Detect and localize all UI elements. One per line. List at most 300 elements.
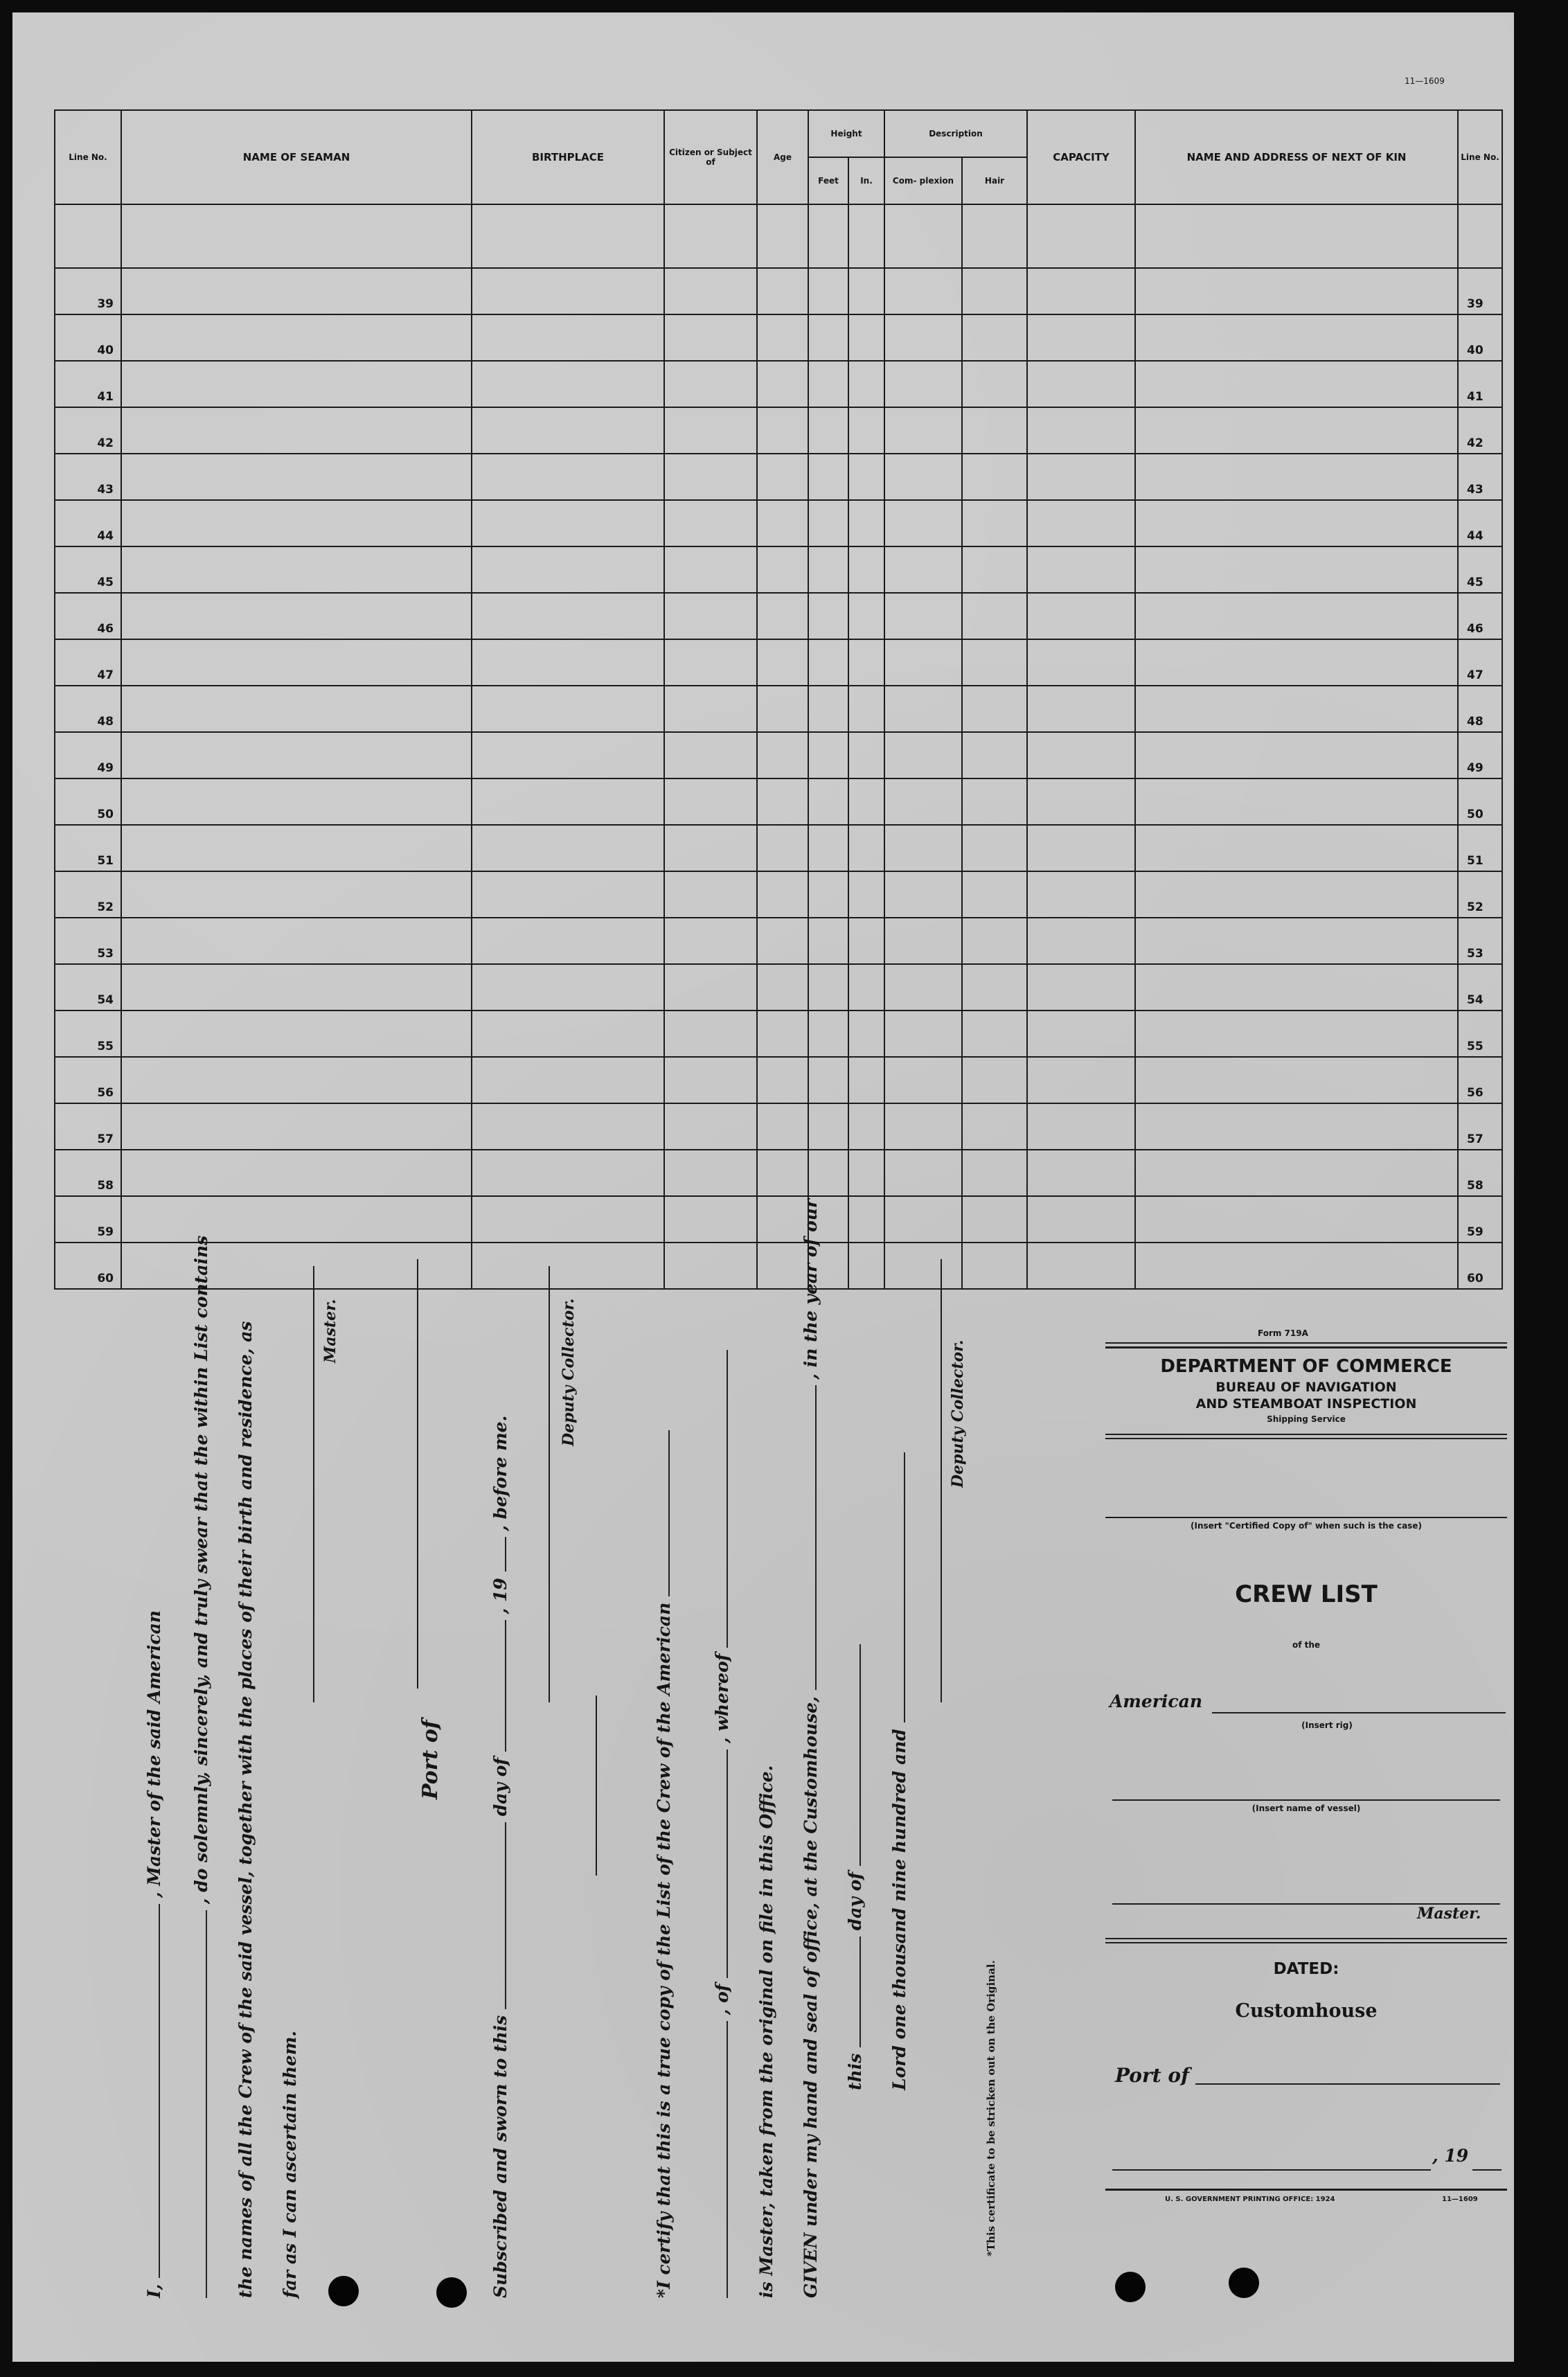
table-row [55,314,1502,361]
blank-cell [1135,871,1458,918]
blank-cell [472,593,664,639]
cover-master: Master. [1417,1905,1481,1923]
blank-cell [664,361,757,407]
line-number-right: 50 [1458,778,1502,825]
table-row [55,1103,1502,1150]
blank-cell [1135,1196,1458,1243]
oath-day-of: day of [490,1757,510,1817]
blank-cell [962,871,1027,918]
blank-cell [757,546,808,593]
header-name-of-seaman: NAME OF SEAMAN [121,110,472,204]
blank-cell [1027,1243,1135,1289]
blank-cell [1135,1011,1458,1057]
punch-hole [328,2276,359,2306]
header-line-no-right: Line No. [1458,110,1502,204]
blank-cell [121,686,472,732]
blank-cell [1027,407,1135,454]
blank-cell [472,1057,664,1103]
blank-cell [884,546,962,593]
blank-cell [1135,593,1458,639]
header-feet: Feet [808,157,848,204]
blank-cell [757,1057,808,1103]
table-row [55,268,1502,314]
line-number-right: 60 [1458,1243,1502,1289]
cover-insert-vessel: (Insert name of vessel) [1251,1804,1361,1813]
table-row [55,871,1502,918]
blank-cell [884,778,962,825]
blank-cell [664,454,757,500]
blank-cell [1027,1057,1135,1103]
blank-cell [472,314,664,361]
line-number-right: 40 [1458,314,1502,361]
blank-cell [848,407,884,454]
certificate-day-of: day of [845,1871,865,1931]
blank-cell [884,871,962,918]
line-number-left: 39 [55,268,121,314]
blank-cell [884,314,962,361]
certificate-this: this [845,2053,865,2090]
blank-cell [962,732,1027,778]
line-number-left: 48 [55,686,121,732]
blank-cell [962,268,1027,314]
cover-form-number: Form 719A [1258,1328,1308,1338]
blank-cell [1027,593,1135,639]
certificate-given: GIVEN under my hand and seal of office, at the Customhouse, [801,1696,821,2298]
blank-cell [962,918,1027,964]
oath-subscribed: Subscribed and sworn to this [490,2015,510,2298]
table-row [55,1011,1502,1057]
blank-cell [664,1057,757,1103]
blank-cell [848,454,884,500]
line-number-left: 49 [55,732,121,778]
blank-cell [757,964,808,1011]
blank-cell [664,871,757,918]
header-description: Description [884,110,1027,157]
table-row [55,361,1502,407]
blank-cell [808,546,848,593]
blank-cell [884,1196,962,1243]
line-number-left: 50 [55,778,121,825]
blank-cell [664,639,757,686]
punch-hole [1115,2272,1146,2302]
crew-list-form-sheet [12,12,1514,2362]
line-number-right: 53 [1458,918,1502,964]
blank-cell [1027,732,1135,778]
blank-cell [848,871,884,918]
blank-cell [1135,918,1458,964]
blank-cell [757,918,808,964]
blank-cell [1027,778,1135,825]
blank-cell [1135,825,1458,871]
blank-cell [1135,314,1458,361]
blank-cell [121,546,472,593]
blank-cell [962,778,1027,825]
blank-cell [962,1011,1027,1057]
blank-cell [808,1150,848,1196]
blank-cell [472,407,664,454]
blank-cell [472,871,664,918]
table-row [55,546,1502,593]
blank-cell [1027,1196,1135,1243]
table-row [55,639,1502,686]
blank-cell [664,1243,757,1289]
blank-cell [1027,871,1135,918]
line-number-right: 57 [1458,1103,1502,1150]
blank-cell [757,639,808,686]
line-number-right: 52 [1458,871,1502,918]
blank-cell [472,361,664,407]
table-row [55,825,1502,871]
line-number-left: 59 [55,1196,121,1243]
blank-cell [664,825,757,871]
line-number-left: 53 [55,918,121,964]
blank-cell [472,778,664,825]
line-number-left: 44 [55,500,121,546]
line-number-left: 45 [55,546,121,593]
blank-cell [757,778,808,825]
blank-cell [808,500,848,546]
blank-cell [757,314,808,361]
blank-cell [757,407,808,454]
blank-cell [1135,686,1458,732]
line-number-right: 54 [1458,964,1502,1011]
blank-cell [121,1243,472,1289]
blank-cell [962,639,1027,686]
oath-deputy-collector: Deputy Collector. [560,1298,578,1446]
blank-cell [848,686,884,732]
blank-cell [848,778,884,825]
blank-cell [808,964,848,1011]
blank-cell [757,1011,808,1057]
blank-cell [1135,1243,1458,1289]
table-row [55,918,1502,964]
oath-master-label: Master. [321,1299,339,1363]
cover-form-code: 11—1609 [1442,2196,1478,2203]
blank-cell [121,732,472,778]
cover-of-the: of the [1292,1640,1321,1650]
line-number-right: 51 [1458,825,1502,871]
blank-cell [121,361,472,407]
certificate-deputy-collector: Deputy Collector. [949,1339,967,1488]
line-number-right: 58 [1458,1150,1502,1196]
blank-cell [1027,500,1135,546]
blank-cell [757,825,808,871]
blank-cell [808,593,848,639]
blank-cell [848,593,884,639]
blank-cell [664,500,757,546]
blank-cell [664,918,757,964]
blank-cell [121,871,472,918]
oath-line2: , do solemnly, sincerely, and truly swear that the within List contains [191,1235,211,1905]
blank-cell [472,639,664,686]
line-number-right: 56 [1458,1057,1502,1103]
blank-cell [664,407,757,454]
roster-body [55,204,1502,1289]
blank-cell [664,1103,757,1150]
blank-cell [121,1196,472,1243]
line-number-left: 47 [55,639,121,686]
blank-cell [848,361,884,407]
blank-cell [1027,546,1135,593]
blank-cell [884,639,962,686]
line-number-right: 45 [1458,546,1502,593]
certificate-line5: Lord one thousand nine hundred and [889,1729,909,2090]
blank-cell [884,500,962,546]
blank-cell [848,1103,884,1150]
blank-cell [808,454,848,500]
table-row [55,500,1502,546]
blank-cell [808,871,848,918]
blank-cell [884,1150,962,1196]
blank-cell [1135,778,1458,825]
port-line [417,1259,418,1689]
line-number-left: 60 [55,1243,121,1289]
cover-year: , 19 [1432,2146,1469,2166]
cover-department: DEPARTMENT OF COMMERCE [1160,1356,1452,1377]
table-row [55,407,1502,454]
blank-cell [1027,314,1135,361]
line-number-left: 58 [55,1150,121,1196]
line-number-left: 40 [55,314,121,361]
blank-cell [848,639,884,686]
blank-cell [121,407,472,454]
oath-line4: far as I can ascertain them. [280,2031,300,2298]
blank-cell [757,732,808,778]
blank-cell [884,407,962,454]
line-number-right: 44 [1458,500,1502,546]
blank-cell [664,1150,757,1196]
blank-cell [121,639,472,686]
header-line-no: Line No. [55,110,121,204]
punch-hole [436,2277,467,2308]
blank-cell [808,778,848,825]
blank-cell [121,593,472,639]
blank-cell [848,1150,884,1196]
blank-cell [757,500,808,546]
blank-cell [962,1150,1027,1196]
blank-cell [808,268,848,314]
blank-cell [121,825,472,871]
blank-cell [962,454,1027,500]
header-inches: In. [848,157,884,204]
blank-cell [1027,686,1135,732]
blank-cell [121,1103,472,1150]
blank-cell [757,686,808,732]
line-number-right: 43 [1458,454,1502,500]
blank-cell [121,268,472,314]
blank-cell [848,268,884,314]
header-birthplace: BIRTHPLACE [472,110,664,204]
blank-cell [848,918,884,964]
blank-cell [808,407,848,454]
cover-dated: DATED: [1273,1960,1339,1978]
blank-cell [848,500,884,546]
blank-cell [121,1057,472,1103]
certificate-line1: *I certify that this is a true copy of the List of the Crew of the American [654,1602,674,2298]
blank-cell [962,1196,1027,1243]
blank-cell [962,500,1027,546]
cover-port-of: Port of [1115,2064,1190,2087]
blank-cell [664,964,757,1011]
blank-cell [1027,918,1135,964]
blank-cell [757,268,808,314]
table-row [55,1057,1502,1103]
blank-cell [664,1196,757,1243]
line-number-left: 52 [55,871,121,918]
blank-cell [884,1011,962,1057]
cover-bureau-line2: AND STEAMBOAT INSPECTION [1195,1396,1417,1412]
line-number-left: 43 [55,454,121,500]
blank-cell [808,639,848,686]
blank-cell [884,361,962,407]
blank-cell [472,268,664,314]
certificate-whereof: , whereof [712,1653,732,1743]
blank-cell [1027,1011,1135,1057]
blank-cell [884,732,962,778]
header-height: Height [808,110,884,157]
blank-cell [1135,1057,1458,1103]
blank-cell [884,1243,962,1289]
line-number-right: 48 [1458,686,1502,732]
blank-cell [1135,500,1458,546]
cover-insert-certified-copy: (Insert "Certified Copy of" when such is the case) [1191,1521,1422,1531]
blank-cell [884,964,962,1011]
table-row [55,1243,1502,1289]
line-number-left: 55 [55,1011,121,1057]
cover-bureau-line1: BUREAU OF NAVIGATION [1215,1380,1397,1395]
blank-cell [848,825,884,871]
header-age: Age [757,110,808,204]
oath-port-of: Port of [418,1720,443,1799]
blank-cell [472,500,664,546]
header-hair: Hair [962,157,1027,204]
blank-cell [1135,407,1458,454]
table-row [55,778,1502,825]
master-signature-line [313,1266,314,1702]
blank-cell [664,593,757,639]
deputy-signature-line-1 [549,1266,550,1702]
blank-cell [1135,732,1458,778]
blank-cell [884,825,962,871]
blank-cell [848,1196,884,1243]
blank-cell [472,732,664,778]
blank-cell [664,778,757,825]
blank-cell [848,314,884,361]
blank-cell [472,1243,664,1289]
blank-cell [884,454,962,500]
blank-cell [472,825,664,871]
line-number-left: 42 [55,407,121,454]
form-code-top: 11—1609 [1405,76,1445,86]
blank-cell [472,454,664,500]
table-row [55,1196,1502,1243]
blank-cell [848,1243,884,1289]
blank-cell [1135,361,1458,407]
blank-cell [808,1011,848,1057]
blank-cell [962,593,1027,639]
blank-cell [1027,639,1135,686]
blank-cell [848,732,884,778]
crew-roster-table [54,109,1503,1290]
line-number-right: 49 [1458,732,1502,778]
blank-cell [121,454,472,500]
line-number-left: 46 [55,593,121,639]
blank-cell [757,871,808,918]
short-rule [596,1695,597,1876]
blank-cell [962,686,1027,732]
blank-cell [848,964,884,1011]
blank-cell [1027,964,1135,1011]
blank-cell [121,1150,472,1196]
line-number-left: 51 [55,825,121,871]
blank-cell [1027,1150,1135,1196]
blank-cell [962,407,1027,454]
blank-cell [848,1011,884,1057]
blank-cell [121,918,472,964]
blank-cell [664,268,757,314]
blank-cell [1135,1103,1458,1150]
table-row [55,732,1502,778]
cover-printer-line: U. S. GOVERNMENT PRINTING OFFICE: 1924 [1165,2196,1335,2203]
blank-cell [808,361,848,407]
blank-cell [472,1103,664,1150]
blank-cell [962,1103,1027,1150]
oath-line1-end: , Master of the said American [144,1610,164,1898]
blank-cell [121,500,472,546]
blank-cell [808,1057,848,1103]
blank-cell [664,314,757,361]
blank-cell [121,778,472,825]
punch-hole [1229,2268,1259,2298]
blank-cell [962,825,1027,871]
cover-american: American [1110,1691,1203,1711]
line-number-left: 56 [55,1057,121,1103]
blank-cell [884,918,962,964]
certificate-year-of-our: , in the year of our [801,1198,821,1380]
blank-cell [808,686,848,732]
blank-cell [808,1103,848,1150]
blank-cell [962,361,1027,407]
blank-cell [472,1011,664,1057]
blank-cell [472,546,664,593]
blank-cell [1027,361,1135,407]
blank-cell [664,1011,757,1057]
blank-cell [472,964,664,1011]
table-row [55,593,1502,639]
blank-cell [808,732,848,778]
cover-title: CREW LIST [1235,1581,1378,1608]
blank-cell [1135,964,1458,1011]
blank-cell [1135,268,1458,314]
blank-cell [848,1057,884,1103]
line-number-right: 55 [1458,1011,1502,1057]
line-number-right: 47 [1458,639,1502,686]
blank-cell [1135,639,1458,686]
blank-cell [884,1057,962,1103]
blank-cell [1027,1103,1135,1150]
blank-cell [962,964,1027,1011]
blank-cell [664,732,757,778]
blank-cell [757,1150,808,1196]
blank-cell [472,1196,664,1243]
oath-line1-start: I, [144,2283,164,2298]
oath-year: , 19 [490,1578,510,1614]
blank-cell [1027,825,1135,871]
line-number-left: 54 [55,964,121,1011]
blank-cell [757,454,808,500]
line-number-right: 46 [1458,593,1502,639]
blank-cell [884,593,962,639]
